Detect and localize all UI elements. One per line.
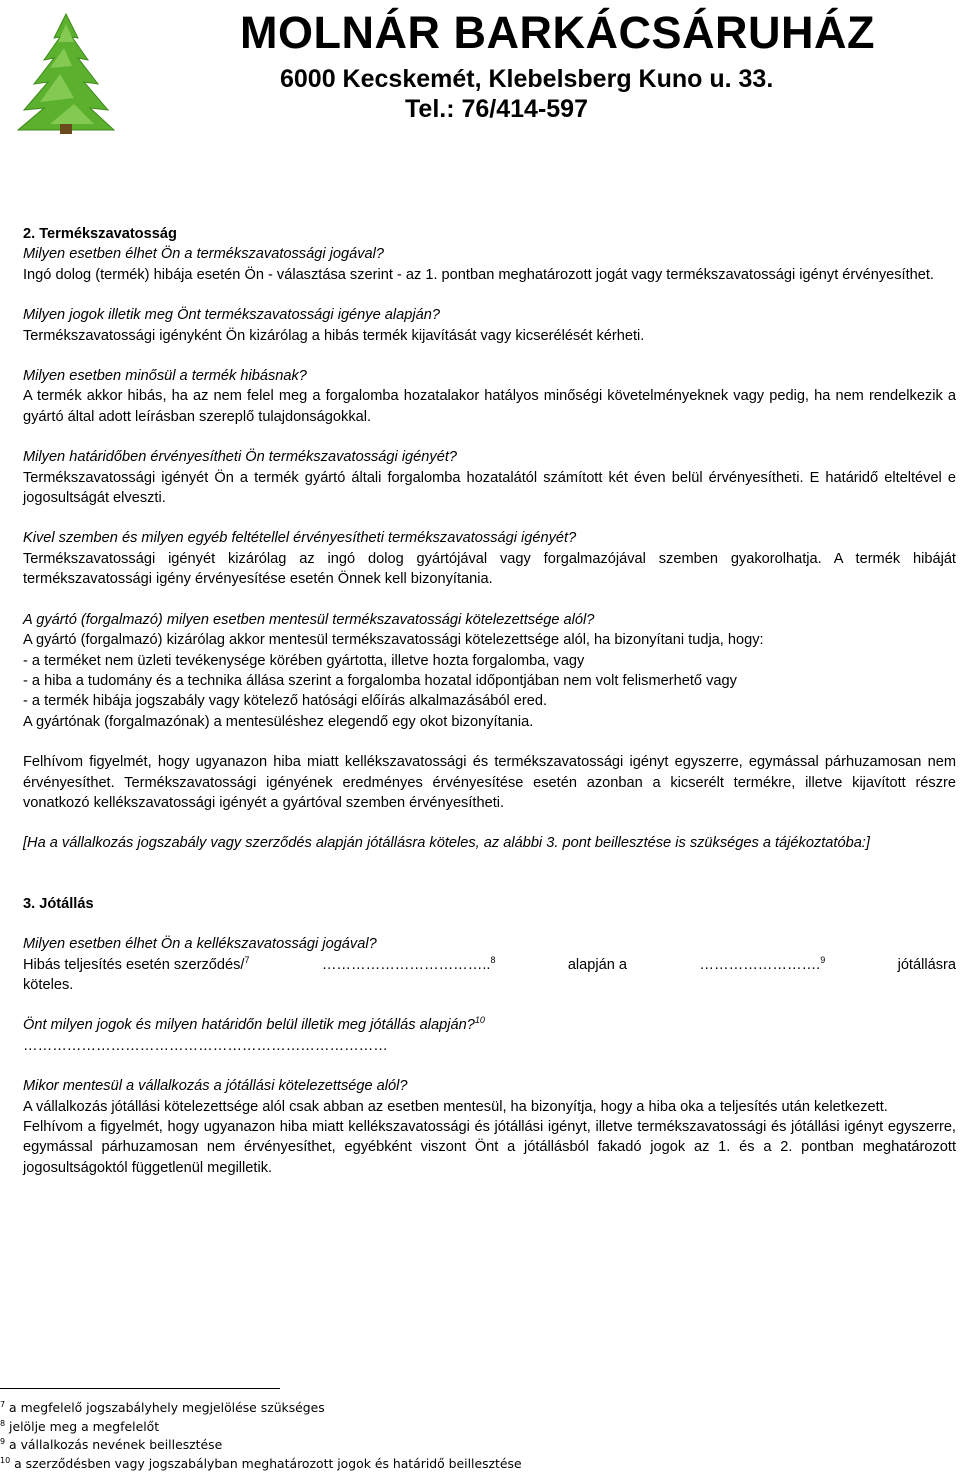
footnote: $^8$ jelölje meg a megfelelőt bbox=[0, 1418, 160, 1434]
letterhead bbox=[0, 0, 960, 130]
answer: A termék akkor hibás, ha az nem felel meg a forgalomba hozatalakor hatályos minőségi követelményeknek vagy pedig, ha nem rendelkezik a gyártó által adott leírásban szereplő tulajdonságokkal. bbox=[23, 388, 956, 425]
list-item: - a terméket nem üzleti tevékenysége körében gyártotta, illetve hozta forgalomba, vagy bbox=[23, 652, 585, 669]
answer: Ingó dolog (termék) hibája esetén Ön - választása szerint - az 1. pontban meghatározott jogát vagy termékszavatossági igényt érvényesíthet. bbox=[23, 266, 934, 283]
question: Önt milyen jogok és milyen határidőn belül illetik meg jótállás alapján?$^{10}$ bbox=[23, 1015, 485, 1034]
bracket-note: [Ha a vállalkozás jogszabály vagy szerződés alapján jótállásra köteles, az alábbi 3. pont beillesztése is szükséges a tájékoztatóba:] bbox=[23, 835, 870, 852]
answer: köteles. bbox=[23, 976, 74, 993]
question: Kivel szemben és milyen egyéb feltétellel érvényesítheti termékszavatossági igényét? bbox=[23, 530, 577, 547]
company-address: 6000 Kecskemét, Klebelsberg Kuno u. 33. bbox=[280, 65, 774, 93]
answer: Termékszavatossági igényét kizárólag az ingó dolog gyártójával vagy forgalmazójával szemben gyakorolhatja. A termék hibáját termékszavatossági igény érvényesítése esetén Önnek kell bizonyítania. bbox=[23, 550, 956, 588]
notice-paragraph: Felhívom a figyelmét, hogy ugyanazon hiba miatt kellékszavatossági és jótállási igényt, illetve termékszavatossági és jótállási igényt egyszerre, egymással párhuzamosan nem érvényesíthet, egyébként viszont Önt a jótállásból fakadó jogok az 1. és a 2. pontban meghatározott jogosultságoktól függetlenül megilletik. bbox=[23, 1119, 956, 1176]
question: Milyen esetben minősül a termék hibásnak? bbox=[23, 368, 307, 385]
question: A gyártó (forgalmazó) milyen esetben mentesül termékszavatossági kötelezettsége alól? bbox=[23, 611, 595, 628]
answer: Termékszavatossági igényét Ön a termék gyártó általi forgalomba hozatalától számított két éven belül érvényesítheti. E határidő elteltével e jogosultságát elveszti. bbox=[23, 469, 956, 507]
warranty-fill-line: Hibás teljesítés esetén szerződés/$^7$ ……………………………..$^8$ alapján a …………………….$^9$ jótállásra bbox=[23, 954, 956, 973]
pine-tree-icon bbox=[14, 12, 118, 136]
document-body bbox=[23, 224, 956, 1178]
question: Mikor mentesül a vállalkozás a jótállási kötelezettsége alól? bbox=[23, 1078, 408, 1095]
company-name: MOLNÁR BARKÁCSÁRUHÁZ bbox=[240, 7, 875, 58]
question: Milyen esetben élhet Ön a termékszavatossági jogával? bbox=[23, 246, 384, 263]
company-phone: Tel.: 76/414-597 bbox=[405, 95, 588, 123]
answer: A gyártó (forgalmazó) kizárólag akkor mentesül termékszavatossági kötelezettsége alól, ha bizonyítani tudja, hogy: bbox=[23, 632, 764, 649]
section-3-heading: 3. Jótállás bbox=[23, 895, 94, 912]
answer: A gyártónak (forgalmazónak) a mentesüléshez elegendő egy okot bizonyítania. bbox=[23, 713, 534, 730]
notice-paragraph: Felhívom figyelmét, hogy ugyanazon hiba miatt kellékszavatossági és termékszavatossági igényt egyszerre, egymással párhuzamosan nem érvényesíthet. Termékszavatossági igényének eredményes érvényesítése esetén azonban a kicserélt termékre, illetve kijavított részre vonatkozó kellékszavatossági igényét a gyártóval szemben érvényesítheti. bbox=[23, 754, 956, 811]
answer: A vállalkozás jótállási kötelezettsége alól csak abban az esetben mentesül, ha bizonyítja, hogy a hiba oka a teljesítés után keletkezett. bbox=[23, 1098, 888, 1115]
fill-in-dots: ………………………………………………………………… bbox=[23, 1037, 388, 1054]
footnote-separator bbox=[0, 1388, 280, 1389]
footnote: $^9$ a vállalkozás nevének beillesztése bbox=[0, 1436, 223, 1452]
answer: Termékszavatossági igényként Ön kizárólag a hibás termék kijavítását vagy kicserélését kérheti. bbox=[23, 327, 645, 344]
question: Milyen határidőben érvényesítheti Ön termékszavatossági igényét? bbox=[23, 449, 457, 466]
section-2-heading: 2. Termékszavatosság bbox=[23, 226, 177, 242]
question: Milyen esetben élhet Ön a kellékszavatossági jogával? bbox=[23, 936, 377, 953]
list-item: - a termék hibája jogszabály vagy kötelező hatósági előírás alkalmazásából ered. bbox=[23, 693, 548, 710]
footnote: $^7$ a megfelelő jogszabályhely megjelölése szükséges bbox=[0, 1399, 325, 1415]
question: Milyen jogok illetik meg Önt termékszavatossági igénye alapján? bbox=[23, 307, 440, 324]
footnotes bbox=[0, 1399, 522, 1473]
list-item: - a hiba a tudomány és a technika állása szerint a forgalomba hozatal időpontjában nem volt felismerhető vagy bbox=[23, 672, 737, 689]
footnote: $^{10}$ a szerződésben vagy jogszabályban meghatározott jogok és határidő beillesztése bbox=[0, 1455, 522, 1471]
